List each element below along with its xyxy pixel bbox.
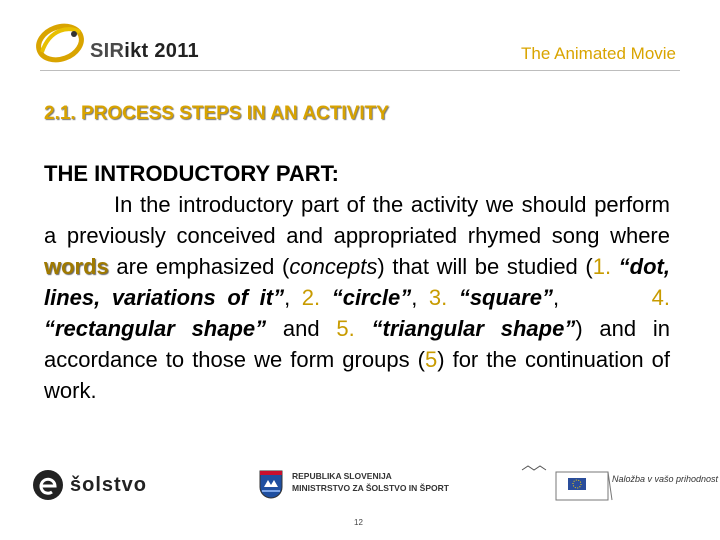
item-number: 2. [301, 285, 321, 310]
item-text: “rectangular shape” [44, 316, 267, 341]
solstvo-label: šolstvo [70, 474, 148, 496]
item-number: 4. [651, 285, 670, 310]
slide-body [44, 158, 670, 406]
para-text: are emphasized ( [108, 254, 290, 279]
eu-funding-text: Naložba v vašo prihodnost [612, 474, 719, 484]
item-number: 3. [428, 285, 448, 310]
section-title: 2.1. PROCESS STEPS IN AN ACTIVITY [44, 103, 389, 124]
highlight-words: words [44, 254, 109, 279]
para-text: and [266, 316, 337, 341]
item-text: “triangular shape” [354, 316, 576, 341]
para-text: , [411, 285, 429, 310]
intro-paragraph [44, 189, 670, 406]
ministry-line-2: MINISTRSTVO ZA ŠOLSTVO IN ŠPORT [292, 483, 449, 493]
slovenia-crest-icon [258, 469, 284, 501]
item-text: “dot, lines, variations of it” [44, 254, 670, 310]
concepts-term: concepts [289, 254, 378, 279]
para-text: ) for the continuation of work. [44, 347, 670, 403]
page-number: 12 [354, 518, 363, 527]
item-number: 5 [424, 347, 438, 372]
item-text: “circle” [320, 285, 412, 310]
para-text: ) that will be studied ( [377, 254, 593, 279]
deck-title: The Animated Movie [521, 44, 676, 63]
para-text: , [284, 285, 302, 310]
para-text: , [552, 285, 652, 310]
item-number: 1. [592, 254, 612, 279]
ministry-text [292, 470, 449, 494]
para-text: In the introductory part of the activity we should perform a previously conceived and appropriated rhymed song where [44, 192, 670, 248]
sirikt-logo-text: SIRikt 2011 [90, 40, 199, 62]
para-text: ) and in accordance to those we form groups ( [44, 316, 670, 372]
header-divider [40, 70, 680, 71]
ministry-line-1: REPUBLIKA SLOVENIJA [292, 471, 392, 481]
item-text: “square” [447, 285, 553, 310]
item-number: 5. [336, 316, 355, 341]
intro-heading: THE INTRODUCTORY PART: [44, 161, 339, 186]
